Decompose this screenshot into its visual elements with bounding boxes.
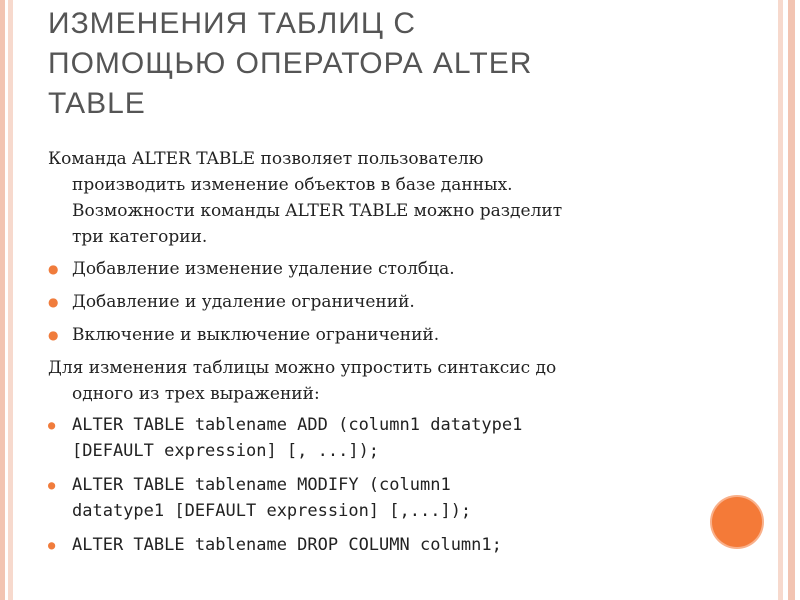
intro-line-2: производить изменение объектов в базе данных. xyxy=(72,175,513,195)
decorative-circle xyxy=(712,497,762,547)
syntax-line-2: [DEFAULT expression] [, ...]); xyxy=(72,441,380,461)
category-text: Добавление изменение удаление столбца. xyxy=(72,259,455,279)
intro-line-1: Команда ALTER TABLE позволяет пользователю xyxy=(48,149,484,169)
category-item xyxy=(48,322,748,348)
slide-title xyxy=(48,4,748,124)
slide-body xyxy=(48,146,748,558)
category-text: Добавление и удаление ограничений. xyxy=(72,292,415,312)
category-text: Включение и выключение ограничений. xyxy=(72,325,440,345)
right-border-stripe xyxy=(788,0,795,600)
syntax-item xyxy=(48,412,748,464)
syntax-line-1: ALTER TABLE tablename ADD (column1 datatype1 xyxy=(72,415,523,435)
right-border-stripe-inner xyxy=(778,0,783,600)
syntax-line-1: ALTER TABLE tablename MODIFY (column1 xyxy=(72,475,451,495)
intro-paragraph xyxy=(48,146,748,250)
bullet-icon: ● xyxy=(48,538,56,552)
bullet-icon: ● xyxy=(48,418,56,432)
left-border-stripe xyxy=(0,0,5,600)
category-item xyxy=(48,289,748,315)
title-line-2: ПОМОЩЬЮ ОПЕРАТОРА ALTER xyxy=(48,47,533,80)
syntax-item xyxy=(48,472,748,524)
title-line-3: TABLE xyxy=(48,87,146,120)
bullet-icon: ● xyxy=(48,478,56,492)
left-border-stripe-inner xyxy=(8,0,13,600)
intro-line-4: три категории. xyxy=(72,227,208,247)
bullet-icon: ● xyxy=(48,295,59,309)
title-line-1: ИЗМЕНЕНИЯ ТАБЛИЦ С xyxy=(48,7,417,40)
bullet-icon: ● xyxy=(48,328,59,342)
bullet-icon: ● xyxy=(48,262,59,276)
syntax-intro-paragraph xyxy=(48,355,748,407)
syntax-line-1: ALTER TABLE tablename DROP COLUMN column1; xyxy=(72,535,502,555)
category-item xyxy=(48,256,748,282)
syntax-intro-line-2: одного из трех выражений: xyxy=(72,384,320,404)
syntax-item xyxy=(48,532,748,558)
intro-line-3: Возможности команды ALTER TABLE можно разделит xyxy=(72,201,563,221)
syntax-line-2: datatype1 [DEFAULT expression] [,...]); xyxy=(72,501,472,521)
syntax-intro-line-1: Для изменения таблицы можно упростить синтаксис до xyxy=(48,358,557,378)
